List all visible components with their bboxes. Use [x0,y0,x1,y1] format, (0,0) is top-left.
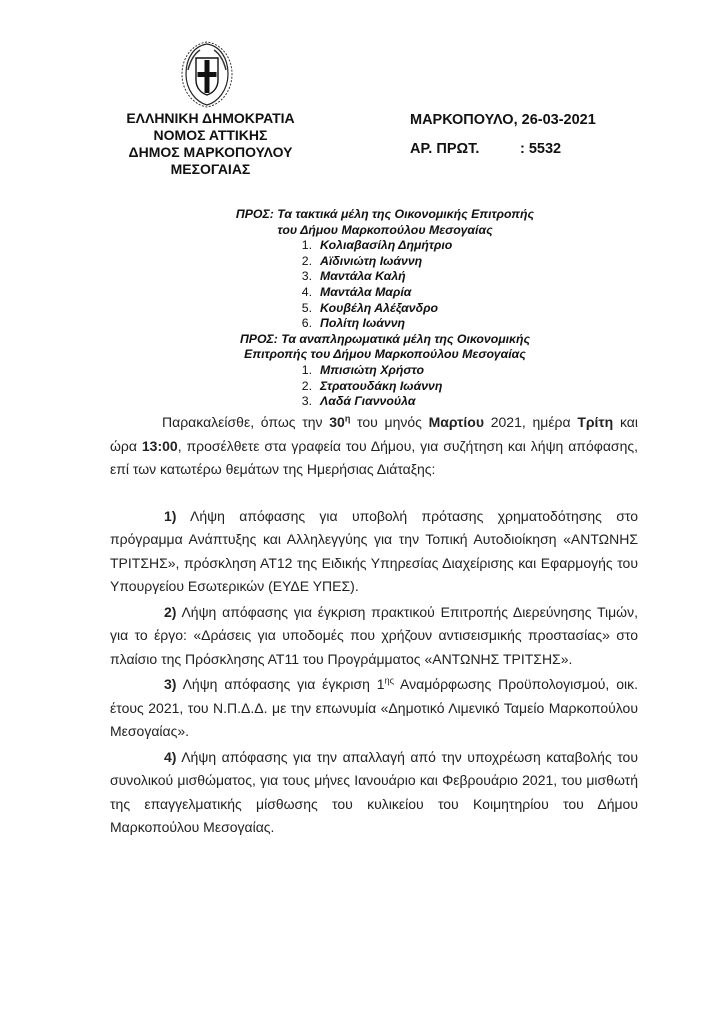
meeting-day-number: 30 [329,414,345,430]
intro-text: και ώρα [110,414,638,454]
list-item: Στρατουδάκη Ιωάννη [320,378,443,393]
intro-paragraph [110,411,638,482]
issuer-line: ΜΕΣΟΓΑΙΑΣ [170,161,251,177]
ordinal-suffix: ης [384,675,394,686]
agenda-item-number: 2) [164,603,177,620]
list-item: Πολίτη Ιωάννη [320,316,406,331]
greek-coat-of-arms-emblem [176,40,238,108]
agenda-item-text: Λήψη απόφασης για υποβολή πρότασης χρηματοδότησης στο πρόγραμμα Ανάπτυξης και Αλληλεγγύης για την Τοπική Αυτοδιοίκηση «ΑΝΤΩΝΗΣ ΤΡΙΤΣΗΣ», πρόσκληση ΑΤ12 της Ειδικής Υπηρεσίας Διαχείρισης και Εφαρμογής του Υπουργείου Εσωτερικών (ΕΥΔΕ ΥΠΕΣ). [110,507,638,594]
agenda-item-text: Λήψη απόφασης για την απαλλαγή από την υποχρέωση καταβολής του συνολικού μισθώματος, για τους μήνες Ιανουάριο και Φεβρουάριο 2021, του μισθωτή της επαγγελματικής μίσθωσης του κυλικείου του Κοιμητηρίου του Δήμου Μαρκοπούλου Μεσογαίας. [110,748,638,835]
place-date: ΜΑΡΚΟΠΟΥΛΟ, 26-03-2021 [410,112,596,128]
agenda-item [110,746,638,840]
agenda-item-number: 4) [164,748,177,765]
alternates-heading: Επιτροπής του Δήμου Μαρκοπούλου Μεσογαίας [244,347,526,362]
list-item: Μαντάλα Μαρία [320,284,412,299]
agenda-item-text: Λήψη απόφασης για έγκριση πρακτικού Επιτροπής Διερεύνησης Τιμών, για το έργο: «Δράσεις για υποδομές που χρήζουν αντισεισμικής προστασίας» στο πλαίσιο της Πρόσκλησης ΑΤ11 του Προγράμματος «ΑΝΤΩΝΗΣ ΤΡΙΤΣΗΣ». [110,603,638,667]
intro-text: , προσέλθετε στα γραφεία του Δήμου, για συζήτηση και λήψη απόφασης, επί των κατωτέρω θεμάτων της Ημερήσιας Διάταξης: [110,437,638,477]
list-item: Λαδά Γιαννούλα [320,394,416,409]
agenda-item-number: 1) [164,507,177,524]
regular-members-list [200,238,570,332]
list-item: Μαντάλα Καλή [320,269,406,284]
recipients-block [200,207,570,410]
intro-text: 2021, ημέρα [484,414,578,430]
issuer-line: ΔΗΜΟΣ ΜΑΡΚΟΠΟΥΛΟΥ [128,144,293,160]
recipients-heading: του Δήμου Μαρκοπούλου Μεσογαίας [277,222,493,237]
intro-text: του μηνός [350,414,429,430]
meeting-weekday: Τρίτη [577,414,614,430]
recipients-heading: ΠΡΟΣ: Τα τακτικά μέλη της Οικονομικής Επιτροπής [235,207,535,221]
list-item: Μπισιώτη Χρήστο [320,362,425,377]
agenda-item-text: Αναμόρφωσης Προϋπολογισμού, οικ. έτους 2021, του Ν.Π.Δ.Δ. με την επωνυμία «Δημοτικό Λιμενικό Ταμείο Μαρκοπούλου Μεσογαίας». [110,676,638,739]
issuer-block [108,110,313,178]
agenda-item [110,505,638,599]
protocol-label: ΑΡ. ΠΡΩΤ. [410,141,480,157]
list-item: Αϊδινιώτη Ιωάννη [320,253,423,268]
issuer-line: ΝΟΜΟΣ ΑΤΤΙΚΗΣ [153,127,268,143]
list-item: Κουβέλη Αλέξανδρο [320,300,439,315]
meeting-time: 13:00 [141,437,178,454]
issuer-line: ΕΛΛΗΝΙΚΗ ΔΗΜΟΚΡΑΤΙΑ [126,110,295,126]
alternates-heading: ΠΡΟΣ: Τα αναπληρωματικά μέλη της Οικονομικής [239,331,531,346]
body-text [110,411,638,840]
protocol-value: : 5532 [520,141,562,157]
list-item: Κολιαβασίλη Δημήτριο [320,238,453,253]
date-protocol-block [410,110,640,159]
agenda-item-number: 3) [164,676,177,692]
meeting-day [329,414,350,430]
day-suffix: η [344,413,351,424]
agenda-item-text: Λήψη απόφασης για έγκριση 1 [182,676,385,692]
intro-text: Παρακαλείσθε, όπως την [162,414,330,430]
agenda-item [110,673,638,744]
protocol-number-row [410,139,640,159]
meeting-month: Μαρτίου [428,414,485,430]
agenda-item [110,601,638,672]
alternate-members-list [200,363,570,410]
